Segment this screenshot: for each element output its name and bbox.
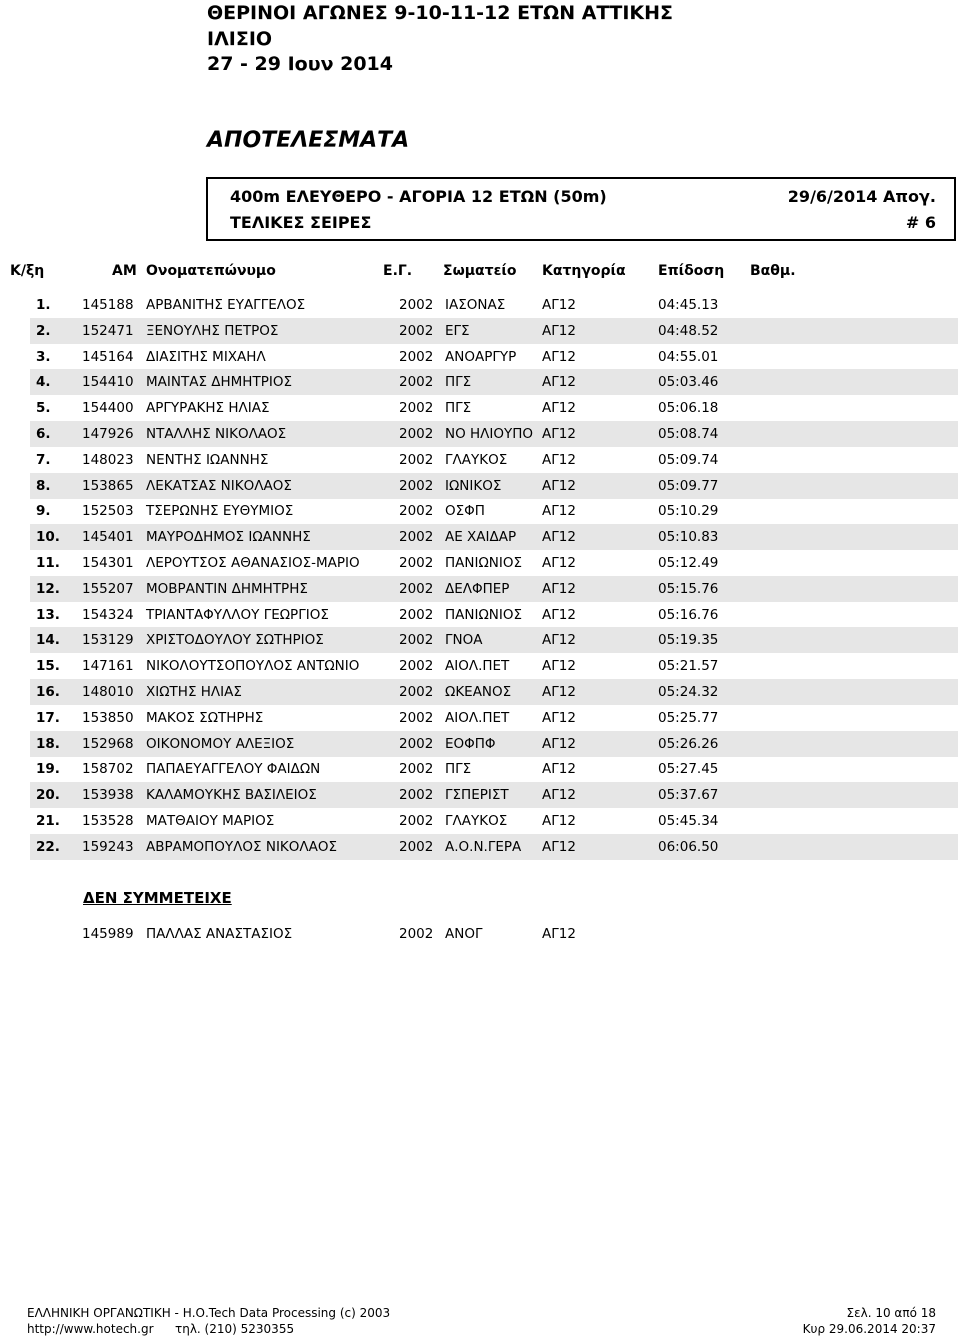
result-am: 154400 (82, 400, 134, 417)
result-year: 2002 (399, 684, 434, 700)
result-category: ΑΓ12 (542, 658, 576, 675)
result-year: 2002 (399, 348, 434, 365)
table-row (30, 369, 958, 395)
col-header-time: Επίδοση (658, 263, 725, 279)
result-time: 05:06.18 (658, 400, 719, 417)
result-club: ΕΓΣ (445, 322, 470, 339)
result-time: 05:19.35 (658, 632, 719, 649)
footer-phone: τηλ. (210) 5230355 (175, 1322, 295, 1336)
result-am: 155207 (82, 580, 134, 597)
table-row (30, 756, 958, 782)
result-category: ΑΓ12 (542, 606, 576, 623)
result-time: 05:45.34 (658, 813, 719, 829)
result-club: ΓΛΑΥΚΟΣ (445, 813, 508, 829)
result-category: ΑΓ12 (542, 813, 576, 829)
result-position: 9. (36, 503, 51, 520)
result-category: ΑΓ12 (542, 838, 576, 855)
table-row (30, 834, 958, 860)
footer-org: ΕΛΛΗΝΙΚΗ ΟΡΓΑΝΩΤΙΚΗ - Η.Ο.Tech Data Processing (c) 2003 (27, 1306, 391, 1320)
result-club: ΓΛΑΥΚΟΣ (445, 451, 508, 468)
result-position: 17. (36, 709, 60, 726)
result-club: ΔΕΛΦΠΕΡ (445, 580, 510, 597)
result-year: 2002 (399, 735, 434, 752)
result-year: 2002 (399, 787, 434, 804)
result-name: ΑΒΡΑΜΟΠΟΥΛΟΣ ΝΙΚΟΛΑΟΣ (146, 838, 338, 855)
result-category: ΑΓ12 (542, 761, 576, 778)
result-year: 2002 (399, 503, 434, 520)
result-club: Α.Ο.Ν.ΓΕΡΑ (445, 838, 522, 855)
table-row (30, 731, 958, 757)
table-row (30, 679, 958, 705)
result-am: 147161 (82, 658, 134, 675)
result-am: 152968 (82, 735, 134, 752)
event-session: 29/6/2014 Απογ. (787, 187, 936, 206)
result-am: 153865 (82, 477, 134, 494)
result-club: ΠΓΣ (445, 761, 472, 778)
result-name: ΑΡΓΥΡΑΚΗΣ ΗΛΙΑΣ (146, 400, 270, 417)
result-position: 8. (36, 477, 51, 494)
table-row (30, 395, 958, 421)
result-am: 159243 (82, 838, 134, 855)
result-time: 04:45.13 (658, 297, 719, 313)
result-time: 05:25.77 (658, 709, 719, 726)
result-year: 2002 (399, 400, 434, 417)
result-am: 145401 (82, 529, 134, 546)
table-row (30, 602, 958, 628)
result-name: ΜΑΤΘΑΙΟΥ ΜΑΡΙΟΣ (146, 813, 275, 829)
result-position: 14. (36, 632, 60, 649)
meet-venue: ΙΛΙΣΙΟ (207, 28, 273, 50)
event-name: 400m ΕΛΕΥΘΕΡΟ - ΑΓΟΡΙΑ 12 ΕΤΩΝ (50m) (230, 187, 607, 206)
result-year: 2002 (399, 709, 434, 726)
result-position: 7. (36, 451, 51, 468)
result-position: 12. (36, 580, 60, 597)
result-time: 05:09.77 (658, 477, 719, 494)
result-time: 04:55.01 (658, 348, 719, 365)
col-header-points: Βαθμ. (750, 263, 796, 279)
table-row (30, 447, 958, 473)
result-year: 2002 (399, 606, 434, 623)
result-name: ΝΙΚΟΛΟΥΤΣΟΠΟΥΛΟΣ ΑΝΤΩΝΙΟ (146, 658, 360, 675)
result-position: 15. (36, 658, 60, 675)
result-am: 158702 (82, 761, 134, 778)
result-time: 05:37.67 (658, 787, 719, 804)
result-category: ΑΓ12 (542, 709, 576, 726)
result-am: 145164 (82, 348, 134, 365)
result-name: ΜΑΙΝΤΑΣ ΔΗΜΗΤΡΙΟΣ (146, 374, 292, 391)
dns-row (30, 921, 958, 947)
result-club: ΙΑΣΟΝΑΣ (445, 297, 506, 313)
result-am: 154301 (82, 555, 134, 571)
result-year: 2002 (399, 658, 434, 675)
result-time: 05:10.29 (658, 503, 719, 520)
table-row (30, 498, 958, 524)
result-club: ΕΟΦΠΦ (445, 735, 496, 752)
result-year: 2002 (399, 374, 434, 391)
col-header-club: Σωματείο (443, 263, 517, 279)
table-row (30, 524, 958, 550)
result-category: ΑΓ12 (542, 348, 576, 365)
result-club: ΠΓΣ (445, 400, 472, 417)
result-category: ΑΓ12 (542, 451, 576, 468)
result-name: ΚΑΛΑΜΟΥΚΗΣ ΒΑΣΙΛΕΙΟΣ (146, 787, 317, 804)
result-name: ΜΑΥΡΟΔΗΜΟΣ ΙΩΑΝΝΗΣ (146, 529, 311, 546)
result-category: ΑΓ12 (542, 426, 576, 442)
result-name: ΞΕΝΟΥΛΗΣ ΠΕΤΡΟΣ (146, 322, 279, 339)
result-category: ΑΓ12 (542, 529, 576, 546)
result-time: 05:15.76 (658, 580, 719, 597)
result-position: 10. (36, 529, 60, 546)
result-category: ΑΓ12 (542, 580, 576, 597)
result-year: 2002 (399, 451, 434, 468)
result-club: ΓΣΠΕΡΙΣΤ (445, 787, 509, 804)
result-am: 154324 (82, 606, 134, 623)
result-name: ΤΣΕΡΩΝΗΣ ΕΥΘΥΜΙΟΣ (146, 503, 294, 520)
result-category: ΑΓ12 (542, 632, 576, 649)
result-time: 05:27.45 (658, 761, 719, 778)
footer-url[interactable]: http://www.hotech.gr (27, 1322, 154, 1336)
result-position: 21. (36, 813, 60, 829)
table-row (30, 318, 958, 344)
event-number: # 6 (905, 213, 936, 232)
result-name: ΛΕΚΑΤΣΑΣ ΝΙΚΟΛΑΟΣ (146, 477, 292, 494)
table-row (30, 653, 958, 679)
dns-heading: ΔΕΝ ΣΥΜΜΕΤΕΙΧΕ (83, 889, 232, 907)
result-year: 2002 (399, 838, 434, 855)
result-am: 148010 (82, 684, 134, 700)
result-am: 152503 (82, 503, 134, 520)
table-row (30, 705, 958, 731)
result-club: ΑΙΟΛ.ΠΕΤ (445, 709, 510, 726)
result-time: 05:09.74 (658, 451, 719, 468)
result-name: ΟΙΚΟΝΟΜΟΥ ΑΛΕΞΙΟΣ (146, 735, 295, 752)
result-am: 152471 (82, 322, 134, 339)
result-am: 154410 (82, 374, 134, 391)
result-year: 2002 (399, 529, 434, 546)
table-row (30, 576, 958, 602)
result-club: ΑΙΟΛ.ΠΕΤ (445, 658, 510, 675)
result-category: ΑΓ12 (542, 735, 576, 752)
meet-dates: 27 - 29 Ιουν 2014 (207, 53, 394, 75)
result-position: 2. (36, 322, 51, 339)
result-position: 4. (36, 374, 51, 391)
table-row (30, 627, 958, 653)
result-club: ΑΕ ΧΑΙΔΑΡ (445, 529, 517, 546)
result-year: 2002 (399, 477, 434, 494)
result-year: 2002 (399, 813, 434, 829)
result-club: ΝΟ ΗΛΙΟΥΠΟ (445, 426, 534, 442)
result-year: 2002 (399, 426, 434, 442)
dns-cat: ΑΓ12 (542, 926, 576, 942)
result-time: 05:10.83 (658, 529, 719, 546)
table-row (30, 292, 958, 318)
table-row (30, 344, 958, 370)
result-time: 05:21.57 (658, 658, 719, 675)
event-round: ΤΕΛΙΚΕΣ ΣΕΙΡΕΣ (230, 213, 372, 232)
result-time: 05:16.76 (658, 606, 719, 623)
result-position: 5. (36, 400, 51, 417)
result-category: ΑΓ12 (542, 477, 576, 494)
col-header-am: ΑΜ (112, 263, 137, 279)
result-position: 6. (36, 426, 51, 442)
footer-printed: Κυρ 29.06.2014 20:37 (802, 1322, 936, 1336)
result-position: 1. (36, 297, 51, 313)
result-position: 3. (36, 348, 51, 365)
result-year: 2002 (399, 555, 434, 571)
result-name: ΝΤΑΛΛΗΣ ΝΙΚΟΛΑΟΣ (146, 426, 287, 442)
result-club: ΠΑΝΙΩΝΙΟΣ (445, 606, 523, 623)
result-name: ΝΕΝΤΗΣ ΙΩΑΝΝΗΣ (146, 451, 269, 468)
result-position: 19. (36, 761, 60, 778)
result-position: 13. (36, 606, 60, 623)
table-row (30, 808, 958, 834)
result-club: ΑΝΟΑΡΓΥΡ (445, 348, 517, 365)
result-name: ΑΡΒΑΝΙΤΗΣ ΕΥΑΓΓΕΛΟΣ (146, 297, 306, 313)
result-time: 04:48.52 (658, 322, 719, 339)
result-name: ΜΟΒΡΑΝΤΙΝ ΔΗΜΗΤΡΗΣ (146, 580, 308, 597)
dns-name: ΠΑΛΛΑΣ ΑΝΑΣΤΑΣΙΟΣ (146, 926, 293, 942)
result-club: ΠΑΝΙΩΝΙΟΣ (445, 555, 523, 571)
result-time: 06:06.50 (658, 838, 719, 855)
results-heading: ΑΠΟΤΕΛΕΣΜΑΤΑ (207, 128, 410, 153)
table-row (30, 550, 958, 576)
dns-am: 145989 (82, 926, 134, 942)
result-category: ΑΓ12 (542, 297, 576, 313)
result-am: 148023 (82, 451, 134, 468)
result-category: ΑΓ12 (542, 400, 576, 417)
result-year: 2002 (399, 580, 434, 597)
result-am: 147926 (82, 426, 134, 442)
result-name: ΛΕΡΟΥΤΣΟΣ ΑΘΑΝΑΣΙΟΣ-ΜΑΡΙΟ (146, 555, 360, 571)
result-time: 05:03.46 (658, 374, 719, 391)
result-club: ΟΣΦΠ (445, 503, 485, 520)
result-name: ΔΙΑΣΙΤΗΣ ΜΙΧΑΗΛ (146, 348, 266, 365)
col-header-category: Κατηγορία (542, 263, 626, 279)
result-club: ΓΝΟΑ (445, 632, 483, 649)
result-am: 153129 (82, 632, 134, 649)
result-club: ΠΓΣ (445, 374, 472, 391)
result-position: 11. (36, 555, 60, 571)
table-row (30, 421, 958, 447)
result-name: ΧΙΩΤΗΣ ΗΛΙΑΣ (146, 684, 242, 700)
result-time: 05:12.49 (658, 555, 719, 571)
result-year: 2002 (399, 297, 434, 313)
result-category: ΑΓ12 (542, 322, 576, 339)
result-club: ΙΩΝΙΚΟΣ (445, 477, 502, 494)
result-category: ΑΓ12 (542, 503, 576, 520)
result-am: 153938 (82, 787, 134, 804)
event-box (206, 177, 956, 241)
result-time: 05:08.74 (658, 426, 719, 442)
result-club: ΩΚΕΑΝΟΣ (445, 684, 512, 700)
footer-page: Σελ. 10 από 18 (846, 1306, 936, 1320)
result-name: ΠΑΠΑΕΥΑΓΓΕΛΟΥ ΦΑΙΔΩΝ (146, 761, 321, 778)
col-header-pos: Κ/ξη (10, 263, 45, 279)
table-row (30, 473, 958, 499)
meet-title: ΘΕΡΙΝΟΙ ΑΓΩΝΕΣ 9-10-11-12 ΕΤΩΝ ΑΤΤΙΚΗΣ (207, 2, 674, 24)
result-position: 16. (36, 684, 60, 700)
result-am: 153528 (82, 813, 134, 829)
result-time: 05:24.32 (658, 684, 719, 700)
dns-year: 2002 (399, 926, 434, 942)
result-name: ΧΡΙΣΤΟΔΟΥΛΟΥ ΣΩΤΗΡΙΟΣ (146, 632, 324, 649)
result-position: 22. (36, 838, 60, 855)
result-time: 05:26.26 (658, 735, 719, 752)
result-position: 20. (36, 787, 60, 804)
result-position: 18. (36, 735, 60, 752)
result-category: ΑΓ12 (542, 374, 576, 391)
result-category: ΑΓ12 (542, 787, 576, 804)
col-header-year: Ε.Γ. (383, 263, 413, 279)
dns-club: ΑΝΟΓ (445, 926, 483, 942)
col-header-name: Ονοματεπώνυμο (146, 263, 276, 279)
result-name: ΜΑΚΟΣ ΣΩΤΗΡΗΣ (146, 709, 264, 726)
result-am: 145188 (82, 297, 134, 313)
result-year: 2002 (399, 632, 434, 649)
result-name: ΤΡΙΑΝΤΑΦΥΛΛΟΥ ΓΕΩΡΓΙΟΣ (146, 606, 329, 623)
result-category: ΑΓ12 (542, 555, 576, 571)
table-row (30, 782, 958, 808)
result-category: ΑΓ12 (542, 684, 576, 700)
result-am: 153850 (82, 709, 134, 726)
result-year: 2002 (399, 322, 434, 339)
result-year: 2002 (399, 761, 434, 778)
